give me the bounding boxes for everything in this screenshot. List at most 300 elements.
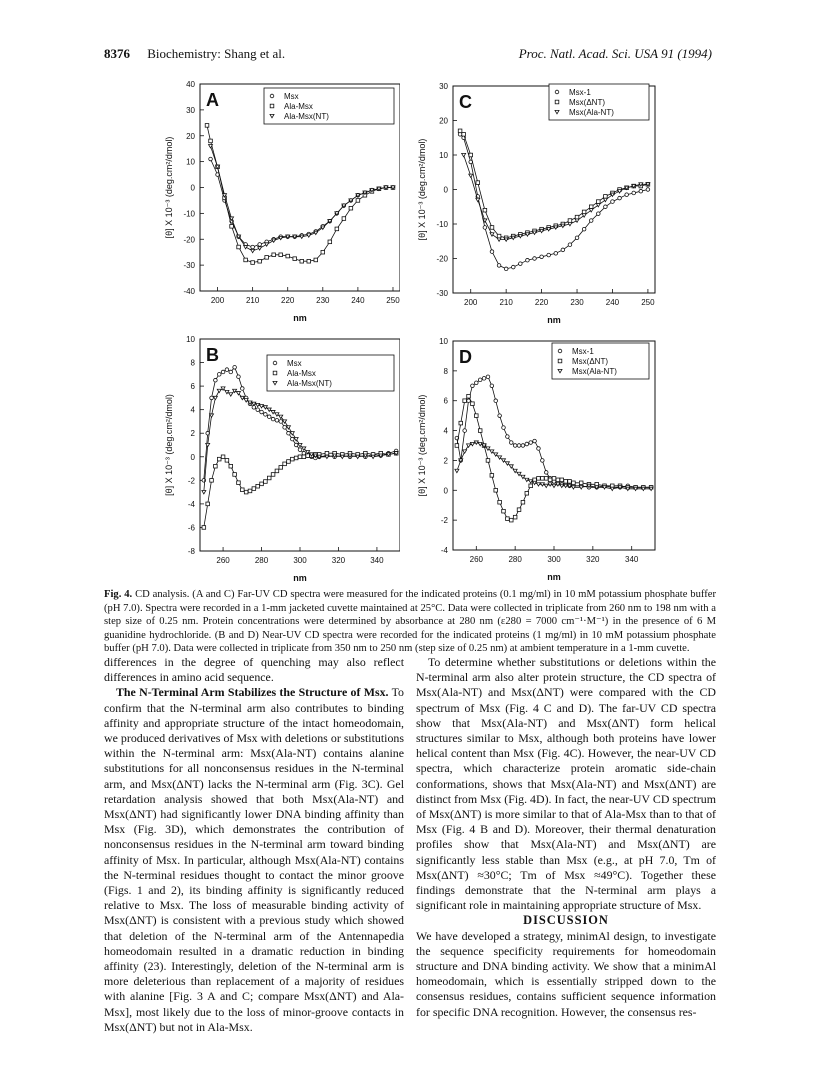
legend-marker (555, 90, 559, 94)
data-point (230, 225, 234, 229)
data-point (291, 437, 295, 441)
page-header (104, 46, 712, 66)
data-point (513, 444, 517, 448)
data-point (564, 484, 568, 487)
data-point (502, 426, 506, 430)
y-tick-label: 30 (186, 105, 195, 115)
data-point (517, 444, 521, 448)
legend-label: Msx(ΔNT) (569, 98, 605, 107)
right-paragraph-2: We have developed a strategy, minimAl design, to investigate the sequence specificity requirements for homeodomain structure and DNA binding activity. We show that a minimAl homeodomain, which is essentially stripped down to the consensus residues, contains sufficient sequence information for specific DNA recognition. However, the consensus res- (416, 928, 716, 1019)
data-point (525, 491, 529, 495)
series-Msx-1 (458, 133, 649, 271)
data-point (241, 387, 245, 391)
data-point (298, 448, 302, 452)
y-tick-label: 0 (190, 183, 195, 193)
data-point (307, 234, 311, 237)
data-point (533, 257, 537, 261)
data-point (552, 477, 556, 481)
data-point (294, 456, 298, 460)
y-tick-label: 10 (186, 335, 195, 344)
data-point (469, 174, 473, 177)
legend-marker (555, 100, 559, 104)
data-point (482, 377, 486, 381)
series-line (457, 377, 651, 488)
legend-marker (273, 361, 277, 365)
y-tick-label: 30 (439, 82, 448, 91)
series-Ala-Msx (205, 124, 395, 265)
y-tick-label: -20 (183, 235, 195, 245)
data-point (579, 486, 583, 489)
data-point (529, 480, 533, 483)
data-point (217, 373, 221, 377)
data-point (286, 254, 290, 258)
data-point (264, 413, 268, 417)
left-column (104, 655, 404, 1035)
data-point (548, 478, 552, 482)
legend-label: Msx-1 (569, 88, 591, 97)
data-point (237, 375, 241, 379)
data-point (325, 455, 329, 458)
data-point (519, 262, 523, 266)
data-point (265, 243, 269, 246)
y-tick-label: 0 (190, 452, 195, 462)
right-paragraph-1: To determine whether substitutions or deletions within the N-terminal arm also alter protein structure, the CD spectra of Msx(Ala-NT) and Msx(ΔNT) were compared with the CD spectrum of Msx (Fig. 4 C and D). The far-UV CD spectra show that Msx(Ala-NT) and Msx(ΔNT) form helical structures similar to Msx, although both proteins have lower helical content than Msx (Fig. 4C). However, the near-UV CD spectra, which characterize protein aromatic side-chain conformations, shows that Msx(Ala-NT) and Msx(ΔNT) are distinct from Msx (Fig. 4D). In fact, the near-UV CD spectrum of Msx(ΔNT) is more similar to that of Ala-Msx than to that of Msx (Fig. 4 B and D). Moreover, their thermal denaturation profiles show that Msx(Ala-NT) and Msx(ΔNT) are significantly less stable than Msx (e.g., at pH 7.0, Tm of Msx(ΔNT) ≈30°C; Tm of Msx ≈49°C). Together these findings demonstrate that the N-terminal arm plays a significant role in maintaining appropriate structure of Msx. (416, 655, 716, 913)
x-tick-label: 220 (534, 298, 549, 307)
data-point (490, 474, 494, 478)
data-point (371, 455, 375, 458)
data-point (260, 405, 264, 408)
data-point (604, 195, 608, 199)
data-point (486, 459, 490, 463)
data-point (618, 190, 622, 193)
data-point (537, 477, 541, 481)
data-point (265, 256, 269, 260)
y-tick-label: 0 (443, 486, 448, 496)
data-point (209, 157, 213, 161)
x-tick-label: 240 (605, 298, 620, 307)
data-point (533, 481, 537, 484)
x-axis-label: nm (293, 573, 307, 583)
data-point (568, 219, 572, 223)
data-point (469, 153, 473, 157)
page-number: 8376 (104, 46, 130, 61)
data-point (475, 381, 479, 385)
data-point (283, 426, 287, 430)
y-tick-label: -4 (187, 499, 195, 509)
data-point (568, 480, 572, 484)
data-point (321, 250, 325, 254)
legend-label: Msx (287, 359, 302, 368)
data-point (547, 228, 551, 231)
data-point (490, 226, 494, 230)
data-point (564, 480, 568, 484)
chart-panel-d (405, 335, 665, 585)
data-point (300, 235, 304, 238)
data-point (290, 432, 294, 435)
data-point (258, 247, 262, 250)
data-point (275, 418, 279, 422)
data-point (264, 480, 268, 484)
x-tick-label: 320 (331, 556, 346, 565)
data-point (225, 459, 229, 463)
data-point (221, 455, 225, 459)
data-point (210, 479, 214, 483)
data-point (252, 487, 256, 491)
data-point (502, 509, 506, 513)
data-point (529, 441, 533, 445)
data-point (536, 483, 540, 486)
data-point (471, 384, 475, 388)
y-tick-label: 4 (190, 405, 195, 415)
data-point (229, 370, 233, 374)
data-point (589, 205, 593, 209)
y-tick-label: -10 (436, 220, 448, 229)
left-paragraph-1: differences in the degree of quenching may also reflect differences in amino acid sequence. (104, 655, 404, 685)
x-tick-label: 320 (586, 555, 600, 564)
legend-marker (270, 104, 274, 108)
y-tick-label: -8 (187, 547, 195, 556)
data-point (571, 486, 575, 489)
data-point (470, 442, 474, 445)
left-paragraph-2 (104, 685, 404, 1035)
data-point (579, 481, 583, 485)
data-point (291, 457, 295, 461)
data-point (279, 253, 283, 257)
data-point (560, 484, 564, 487)
data-point (260, 482, 264, 486)
data-point (561, 224, 565, 227)
data-point (646, 188, 650, 192)
legend-label: Msx(Ala-NT) (569, 108, 614, 117)
data-point (205, 124, 209, 128)
data-point (529, 484, 533, 488)
x-tick-label: 250 (641, 298, 655, 307)
series-Msx(ΔNT) (455, 394, 653, 522)
data-point (544, 471, 548, 475)
data-point (554, 226, 558, 229)
y-tick-label: 10 (186, 157, 195, 167)
legend-marker (558, 359, 562, 363)
data-point (256, 408, 260, 412)
data-point (463, 399, 467, 403)
data-point (533, 231, 537, 234)
data-point (225, 368, 229, 372)
data-point (483, 226, 487, 230)
data-point (639, 189, 643, 193)
y-tick-label: -40 (183, 287, 195, 296)
data-point (298, 455, 302, 459)
data-point (560, 478, 564, 482)
x-tick-label: 260 (216, 556, 230, 565)
series-Ala-Msx (202, 451, 398, 529)
data-point (544, 484, 548, 487)
x-tick-label: 250 (386, 296, 400, 305)
panel-letter: A (206, 90, 219, 110)
data-point (561, 248, 565, 252)
legend-label: Msx-1 (572, 347, 594, 356)
data-point (596, 212, 600, 216)
data-point (287, 431, 291, 435)
y-tick-label: 20 (439, 116, 448, 126)
data-point (342, 217, 346, 221)
data-point (471, 402, 475, 406)
data-point (300, 259, 304, 263)
data-point (229, 464, 233, 468)
header-left (104, 46, 285, 62)
data-point (632, 191, 636, 195)
data-point (506, 435, 510, 439)
data-point (349, 206, 353, 210)
chart-panel-b (150, 333, 400, 583)
data-point (229, 393, 233, 396)
data-point (244, 245, 248, 248)
figure-caption (104, 588, 716, 656)
data-point (233, 473, 237, 477)
x-tick-label: 300 (547, 555, 561, 564)
y-tick-label: -20 (436, 254, 448, 264)
data-point (575, 215, 579, 219)
data-point (221, 370, 225, 374)
data-point (252, 402, 256, 405)
x-tick-label: 230 (570, 298, 584, 307)
legend (267, 355, 394, 391)
y-tick-label: 10 (439, 337, 448, 346)
data-point (267, 415, 271, 419)
series-Msx(ΔNT) (458, 129, 649, 240)
left-paragraph-2-body: To confirm that the N-terminal arm also contributes to binding affinity and appropriate structure of the intact homeodomain, we produced derivatives of Msx with deletions or substitutions within the N-terminal arm: Msx(Ala-NT) contains alanine substitutions for all nonconsensus residues in the N-terminal arm, and Msx(ΔNT) lacks the N-terminal arm (Fig. 3C). Gel retardation analysis showed that both Msx(Ala-NT) and Msx(ΔNT) had significantly lower DNA binding affinity than Msx (Fig. 3D), which demonstrates the contribution of nonconsensus residues in the N-terminal arm toward binding affinity of Msx. In particular, although Msx(Ala-NT) contains the N-terminal residues thought to contact the minor groove (Figs. 1 and 2), its binding affinity is significantly reduced relative to Msx. The loss of measurable binding activity of Msx(ΔNT) is consistent with a previous study which showed that deletion of the N-terminal arm of the Antennapedia homeodomain resulted in a dramatic reduction in binding affinity (23). Interestingly, deletion of the N-terminal arm is more deleterious than replacement of a majority of residues with alanine [Fig. 3 A and C; compare Msx(ΔNT) and Ala-Msx], most likely due to the loss of minor-groove contacts in Msx(ΔNT) but not in Ala-Msx. (104, 685, 404, 1034)
data-point (272, 239, 276, 242)
data-point (463, 429, 467, 433)
data-point (497, 234, 501, 238)
y-tick-label: 0 (443, 185, 448, 195)
data-point (497, 264, 501, 268)
data-point (540, 255, 544, 259)
data-point (214, 464, 218, 468)
x-tick-label: 230 (316, 296, 330, 305)
x-tick-label: 260 (469, 555, 483, 564)
data-point (525, 478, 529, 481)
data-point (279, 420, 283, 424)
y-tick-label: 4 (443, 426, 448, 436)
y-axis-label: [θ] X 10⁻³ (deg.cm²/dmol) (164, 136, 174, 239)
data-point (467, 444, 471, 447)
data-point (575, 219, 579, 222)
series-line (457, 396, 651, 520)
data-point (478, 442, 482, 445)
data-point (459, 421, 463, 425)
data-point (541, 477, 545, 481)
data-point (283, 420, 287, 423)
data-point (233, 365, 237, 369)
data-point (251, 249, 255, 252)
data-point (286, 426, 290, 429)
data-point (582, 210, 586, 214)
data-point (521, 500, 525, 504)
y-tick-label: -10 (183, 209, 195, 219)
data-point (552, 484, 556, 487)
data-point (202, 491, 206, 494)
series-line (460, 131, 648, 238)
data-point (511, 236, 515, 239)
data-point (251, 261, 255, 265)
data-point (217, 389, 221, 392)
legend-label: Msx(ΔNT) (572, 357, 608, 366)
y-tick-label: 2 (190, 429, 195, 439)
y-tick-label: -2 (187, 476, 195, 486)
y-tick-label: -30 (183, 261, 195, 271)
legend-marker (270, 94, 274, 98)
data-point (271, 417, 275, 421)
data-point (544, 477, 548, 481)
legend-marker (558, 349, 562, 353)
data-point (634, 487, 638, 490)
data-point (497, 238, 501, 241)
y-axis-label: [θ] X 10⁻³ (deg.cm²/dmol) (417, 138, 427, 241)
caption-text: CD analysis. (A and C) Far-UV CD spectra were measured for the indicated proteins (0.1 mg/ml) in 10 mM potassium phosphate buffer (pH 7.0). Spectra were recorded in a 1-mm jacketed cuvette maintained at 25°C. Data were collected in triplicate from 260 nm to 198 nm with a step size of 0.25 nm. Protein concentrations were determined by absorbance at 280 nm (ε280 = 7000 cm⁻¹·M⁻¹) in the presence of 6 M guanidine hydrochloride. (B and D) Near-UV CD spectra were recorded for the indicated proteins (1 mg/ml) in 10 mM potassium phosphate buffer (pH 7.0). Data were collected in triplicate from 350 nm to 250 nm (step size of 0.25 nm) at ambient temperature in a 1-mm cuvette. (104, 589, 716, 655)
x-tick-label: 340 (625, 555, 639, 564)
data-point (483, 208, 487, 212)
data-point (526, 258, 530, 262)
data-point (314, 231, 318, 234)
section-lead: The N-Terminal Arm Stabilizes the Structure of Msx. (116, 685, 389, 700)
data-point (547, 253, 551, 257)
y-tick-label: 10 (439, 151, 448, 160)
data-point (293, 257, 297, 261)
data-point (476, 181, 480, 185)
data-point (210, 414, 214, 417)
data-point (340, 455, 344, 458)
data-point (478, 378, 482, 382)
y-tick-label: -30 (436, 289, 448, 298)
y-tick-label: 40 (186, 80, 195, 89)
data-point (302, 455, 306, 459)
data-point (210, 396, 214, 400)
data-point (494, 488, 498, 492)
y-tick-label: 6 (443, 396, 448, 406)
data-point (611, 200, 615, 204)
y-axis-label: [θ] X 10⁻³ (deg.cm²/dmol) (164, 394, 174, 496)
data-point (244, 258, 248, 262)
data-point (513, 515, 517, 519)
data-point (626, 487, 630, 490)
data-point (271, 473, 275, 477)
x-tick-label: 200 (464, 298, 478, 307)
x-tick-label: 280 (254, 556, 269, 565)
data-point (462, 153, 466, 156)
data-point (241, 488, 245, 492)
legend-label: Msx (284, 92, 299, 101)
data-point (649, 487, 653, 490)
legend (552, 343, 649, 379)
data-point (325, 451, 329, 455)
data-point (244, 490, 248, 494)
data-point (504, 267, 508, 271)
data-point (575, 236, 579, 240)
data-point (568, 222, 572, 225)
data-point (260, 410, 264, 414)
data-point (603, 486, 607, 489)
data-point (540, 229, 544, 232)
data-point (506, 517, 510, 521)
legend-label: Ala-Msx (284, 102, 313, 111)
data-point (237, 245, 241, 249)
data-point (272, 253, 276, 257)
data-point (214, 378, 218, 382)
series-Msx-1 (455, 375, 653, 489)
data-point (525, 442, 529, 446)
data-point (302, 451, 306, 455)
panel-letter: C (459, 92, 472, 112)
data-point (455, 469, 459, 472)
data-point (283, 462, 287, 466)
data-point (307, 259, 311, 263)
data-point (258, 243, 262, 247)
legend-label: Msx(Ala-NT) (572, 367, 617, 376)
right-column (416, 655, 716, 1020)
data-point (504, 238, 508, 241)
y-tick-label: 6 (190, 382, 195, 392)
y-tick-label: -2 (440, 516, 448, 526)
x-tick-label: 220 (281, 296, 295, 305)
y-tick-label: -6 (187, 523, 195, 533)
data-point (279, 466, 283, 470)
data-point (537, 447, 541, 451)
data-point (554, 252, 558, 256)
data-point (256, 403, 260, 406)
x-axis-label: nm (547, 315, 561, 325)
data-point (275, 469, 279, 473)
x-axis-label: nm (547, 572, 561, 582)
data-point (568, 243, 572, 247)
data-point (328, 240, 332, 244)
data-point (279, 236, 283, 239)
data-point (533, 439, 537, 443)
data-point (540, 483, 544, 486)
y-tick-label: 8 (190, 358, 195, 368)
data-point (509, 441, 513, 445)
data-point (475, 414, 479, 418)
data-point (244, 399, 248, 402)
x-axis-label: nm (293, 313, 307, 323)
data-point (618, 196, 622, 200)
data-point (610, 487, 614, 490)
x-tick-label: 240 (351, 296, 365, 305)
series-Ala-Msx(NT) (202, 387, 398, 494)
x-tick-label: 340 (370, 556, 384, 565)
data-point (294, 443, 298, 447)
data-point (217, 457, 221, 461)
data-point (498, 414, 502, 418)
data-point (490, 250, 494, 254)
data-point (509, 518, 513, 522)
data-point (478, 429, 482, 433)
legend (549, 84, 649, 120)
data-point (356, 199, 360, 203)
data-point (604, 205, 608, 209)
data-point (494, 399, 498, 403)
x-tick-label: 280 (508, 555, 522, 564)
data-point (582, 227, 586, 231)
data-point (335, 227, 339, 231)
data-point (256, 484, 260, 488)
x-tick-label: 210 (245, 296, 260, 305)
data-point (267, 476, 271, 480)
data-point (467, 394, 471, 398)
discussion-heading: DISCUSSION (523, 913, 609, 928)
panel-letter: D (459, 347, 472, 367)
chart-panel-a (150, 78, 400, 328)
legend (264, 88, 394, 124)
